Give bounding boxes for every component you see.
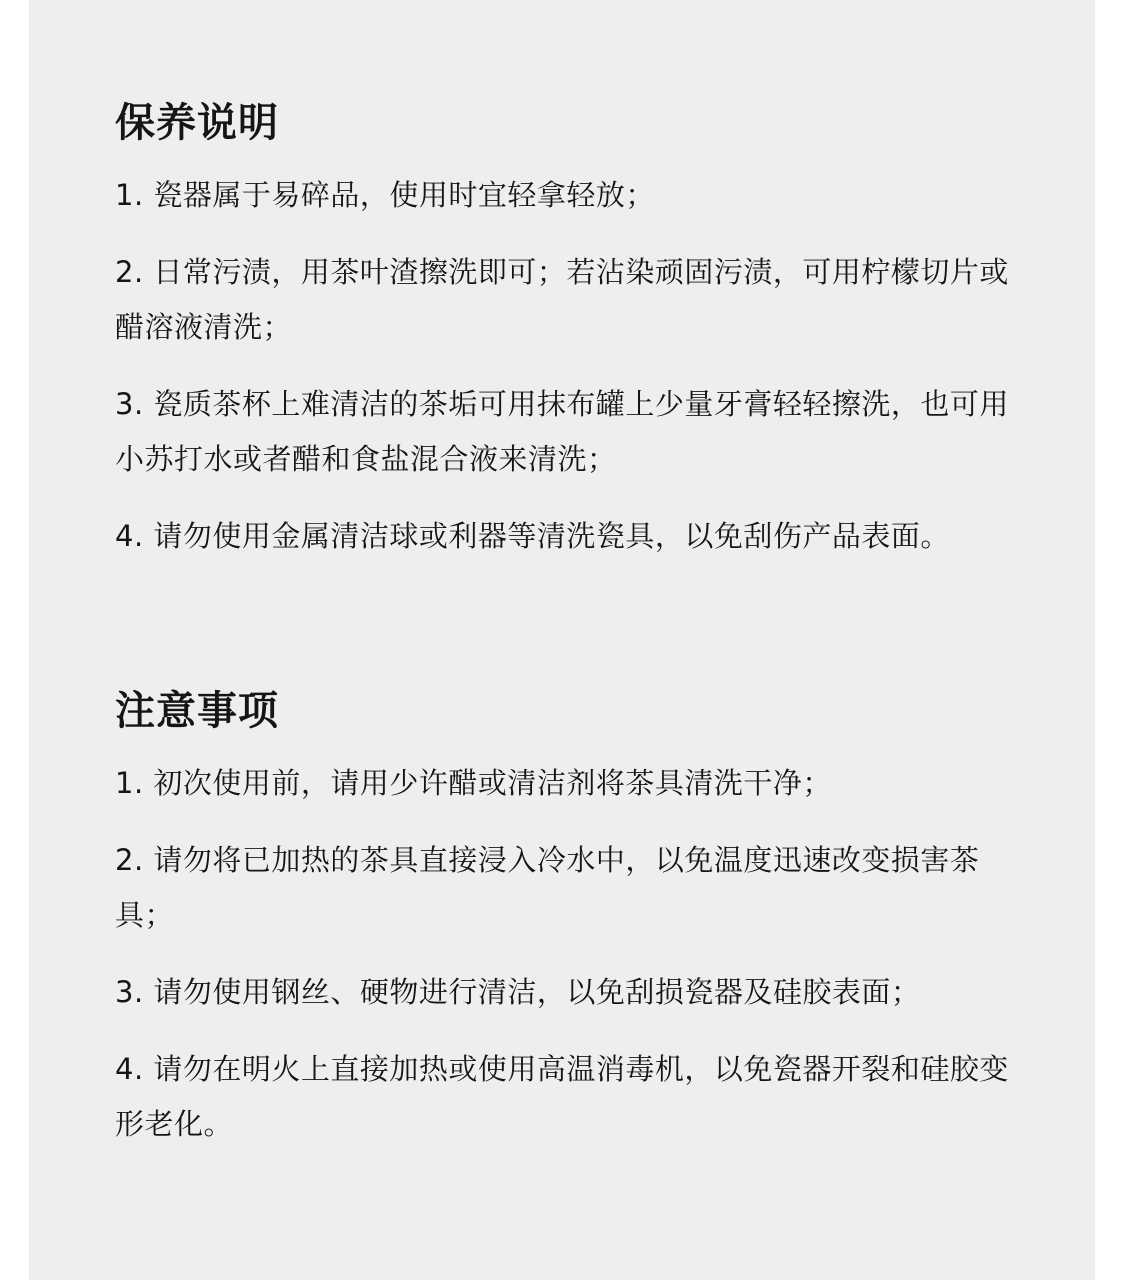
care-item-1: 1. 瓷器属于易碎品，使用时宜轻拿轻放； <box>115 178 655 212</box>
care-instructions-heading: 保养说明 <box>115 100 279 146</box>
care-instructions-section <box>115 92 1015 564</box>
content-panel <box>29 0 1095 1280</box>
precautions-list <box>115 756 1015 1152</box>
precaution-item-4: 4. 请勿在明火上直接加热或使用高温消毒机，以免瓷器开裂和硅胶变形老化。 <box>115 1052 1009 1141</box>
precaution-item-1: 1. 初次使用前，请用少许醋或清洁剂将茶具清洗干净； <box>115 766 832 800</box>
care-item-4: 4. 请勿使用金属清洁球或利器等清洗瓷具，以免刮伤产品表面。 <box>115 519 950 553</box>
precautions-section <box>115 680 1015 1152</box>
care-item-3: 3. 瓷质茶杯上难清洁的茶垢可用抹布罐上少量牙膏轻轻擦洗，也可用小苏打水或者醋和食盐混合液来清洗； <box>115 387 1009 476</box>
precautions-heading: 注意事项 <box>115 688 279 734</box>
care-item-2: 2. 日常污渍，用茶叶渣擦洗即可；若沾染顽固污渍，可用柠檬切片或醋溶液清洗； <box>115 255 1009 344</box>
precaution-item-2: 2. 请勿将已加热的茶具直接浸入冷水中，以免温度迅速改变损害茶具； <box>115 843 980 932</box>
precaution-item-3: 3. 请勿使用钢丝、硬物进行清洁，以免刮损瓷器及硅胶表面； <box>115 975 921 1009</box>
care-instructions-list <box>115 168 1015 564</box>
